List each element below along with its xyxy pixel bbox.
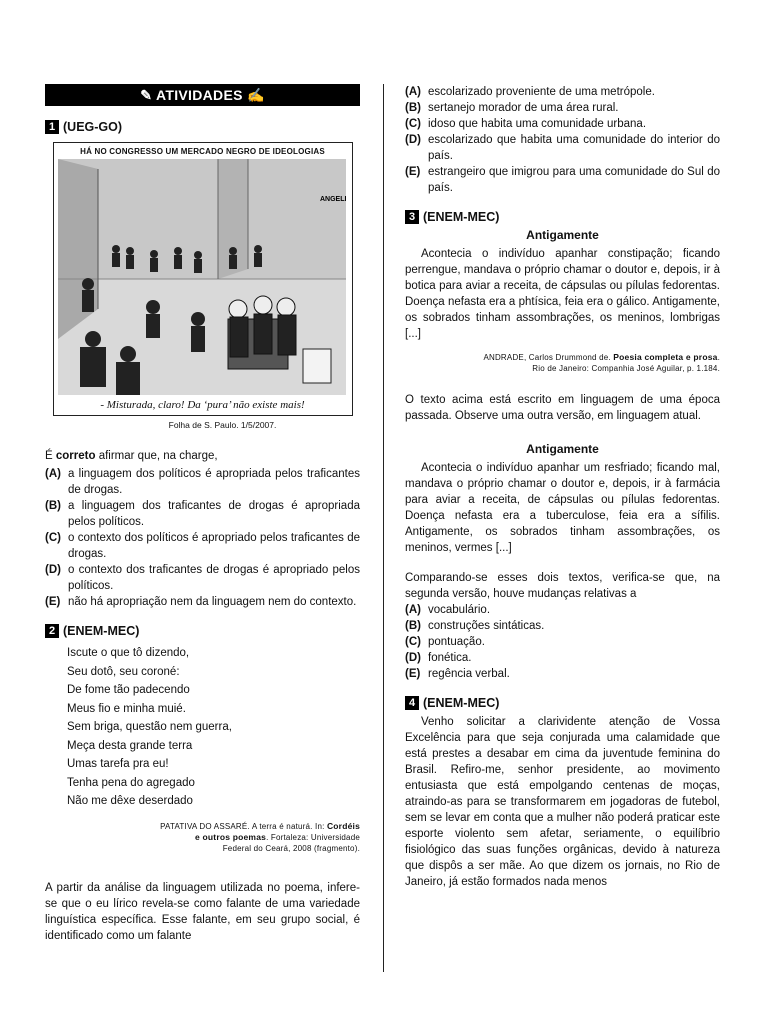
option-e[interactable]: (E) estrangeiro que imigrou para uma comunidade do Sul do país. — [405, 166, 720, 194]
mid-text: O texto acima está escrito em linguagem de uma época passada. Observe uma outra versão, em linguagem atual. — [405, 394, 720, 422]
option-c[interactable]: (C) o contexto dos políticos é apropriado pelos traficantes de drogas. — [45, 532, 360, 560]
question-2-options — [405, 84, 720, 196]
question-1-options — [45, 466, 360, 610]
poem-line: Umas tarefa pra eu! — [67, 758, 169, 770]
pencil-icon-right: ✍ — [246, 87, 265, 103]
question-1-header — [45, 120, 360, 134]
option-a[interactable]: (A) escolarizado proveniente de uma metrópole. — [405, 86, 655, 98]
left-column — [45, 84, 360, 944]
option-e[interactable]: (E) não há apropriação nem da linguagem nem do contexto. — [45, 596, 357, 608]
ref-end: . — [717, 353, 720, 362]
right-column — [405, 84, 720, 890]
question-source: (ENEM-MEC) — [63, 624, 140, 638]
poem-line: Iscute o que tô dizendo, — [67, 647, 190, 659]
cartoon-source: Folha de S. Paulo. 1/5/2007. — [168, 420, 277, 430]
ref-text-2: . Fortaleza: Universidade — [266, 832, 360, 842]
stem-pre: É — [45, 450, 56, 462]
poem-line: Meça desta grande terra — [67, 739, 193, 752]
ref-text-3: Federal do Ceará, 2008 (fragmento). — [222, 843, 360, 853]
poem-line: Sem briga, questão nem guerra, — [67, 721, 232, 733]
option-d[interactable]: (D) o contexto dos traficantes de drogas é apropriado pelos políticos. — [45, 564, 360, 592]
cartoon-illustration — [58, 159, 346, 395]
option-e[interactable]: (E) regência verbal. — [405, 668, 510, 680]
stem-bold: correto — [55, 450, 96, 462]
poem — [67, 644, 360, 811]
poem-line: De fome tão padecendo — [67, 684, 190, 696]
poem-line: Tenha pena do agregado — [67, 776, 195, 789]
question-source: (ENEM-MEC) — [423, 696, 500, 710]
cartoon-caption: - Misturada, claro! Da ‘pura’ não existe mais! — [100, 399, 305, 411]
question-4-text: Venho solicitar a clarividente atenção de Vossa Excelência para que seja conjurada uma calamidade que está prestes a desabar em cima da juventude feminina do Brasil. Refiro-me, senhor presidente, ao movimento entusiasta que está empolgando centenas de moças, atraindo-as para se transformarem em jogadoras de futebol, sem se levar em conta que a mulher não poderá praticar este esporte violento sem afetar, seriamente, o equilíbrio fisiológico das suas funções orgânicas, devido à natureza que dispôs a ser mãe. Ao que dizem os jornais, no Rio de Janeiro, já estão formados nada menos — [405, 716, 720, 888]
option-c[interactable]: (C) pontuação. — [405, 636, 485, 648]
option-d[interactable]: (D) fonética. — [405, 652, 472, 664]
question-source: (UEG-GO) — [63, 120, 123, 134]
activities-banner — [45, 84, 360, 106]
text-title: Antigamente — [526, 228, 599, 242]
ref-bold: Cordéis — [326, 820, 360, 831]
poem-line: Não me dêxe deserdado — [67, 795, 193, 807]
question-number: 4 — [405, 696, 419, 710]
text-reference — [405, 352, 720, 374]
question-2-header — [45, 624, 360, 638]
pencil-icon: ✎ — [140, 87, 153, 103]
question-number: 2 — [45, 624, 59, 638]
cartoon-title: HÁ NO CONGRESSO UM MERCADO NEGRO DE IDEOLOGIAS — [80, 147, 325, 156]
option-a[interactable]: (A) vocabulário. — [405, 604, 491, 616]
question-number: 3 — [405, 210, 419, 224]
option-a[interactable]: (A) a linguagem dos políticos é apropriada pelos traficantes de drogas. — [45, 468, 360, 496]
poem-line: Meus fio e minha muié. — [67, 702, 186, 715]
question-4-header — [405, 696, 720, 710]
text-1: Acontecia o indivíduo apanhar constipação; ficando perrengue, mandava o próprio chamar o doutor e, depois, ir à botica para aviar a receita, de cápsulas ou pílulas fedorentas. Doença nefasta era a phtísica, feia era o gálico. Antigamente, os sobrados tinham assombrações, os meninos, lombrigas [...] — [405, 248, 720, 340]
ref-bold: Poesia completa e prosa — [613, 352, 718, 362]
text-2: Acontecia o indivíduo apanhar um resfriado; ficando mal, mandava o próprio chamar o doutor e, depois, ir à farmácia para aviar a receita, de cápsulas ou pílulas fedorentas. Doença nefasta era a tuberculose, feia era a sífilis. Antigamente, os sobrados tinham assombrações, os meninos, vermes [...] — [405, 462, 720, 554]
stem-post: afirmar que, na charge, — [95, 450, 218, 462]
cartoon — [53, 142, 353, 416]
ref-text: PATATIVA DO ASSARÉ. A terra é naturá. In: — [160, 821, 327, 831]
question-3-options — [405, 602, 720, 682]
text-title-2: Antigamente — [526, 442, 599, 456]
option-b[interactable]: (B) sertanejo morador de uma área rural. — [405, 102, 619, 114]
cartoon-signature: ANGELI — [319, 196, 346, 203]
option-b[interactable]: (B) a linguagem dos traficantes de drogas é apropriada pelos políticos. — [45, 500, 360, 528]
question-source: (ENEM-MEC) — [423, 210, 500, 224]
question-3-stem: Comparando-se esses dois textos, verifica-se que, na segunda versão, houve mudanças relativas a — [405, 572, 720, 600]
question-3-header — [405, 210, 720, 224]
option-c[interactable]: (C) idoso que habita uma comunidade urbana. — [405, 118, 647, 130]
ref-text: ANDRADE, Carlos Drummond de. — [483, 353, 614, 362]
option-d[interactable]: (D) escolarizado que habita uma comunidade do interior do país. — [405, 134, 720, 162]
poem-line: Seu dotô, seu coroné: — [67, 665, 180, 678]
poem-reference — [45, 821, 360, 854]
banner-title: ATIVIDADES — [156, 87, 243, 103]
ref-bold-2: e outros poemas — [195, 831, 267, 842]
question-number: 1 — [45, 120, 59, 134]
question-2-stem: A partir da análise da linguagem utilizada no poema, infere-se que o eu lírico revela-se como falante de uma variedade linguística específica. Esse falante, em seu grupo social, é identificado como um falante — [45, 881, 360, 942]
question-1-stem — [45, 448, 360, 464]
option-b[interactable]: (B) construções sintáticas. — [405, 620, 545, 632]
ref-text-2: Rio de Janeiro: Companhia José Aguilar, p. 1.184. — [532, 364, 720, 373]
column-divider — [383, 84, 384, 972]
